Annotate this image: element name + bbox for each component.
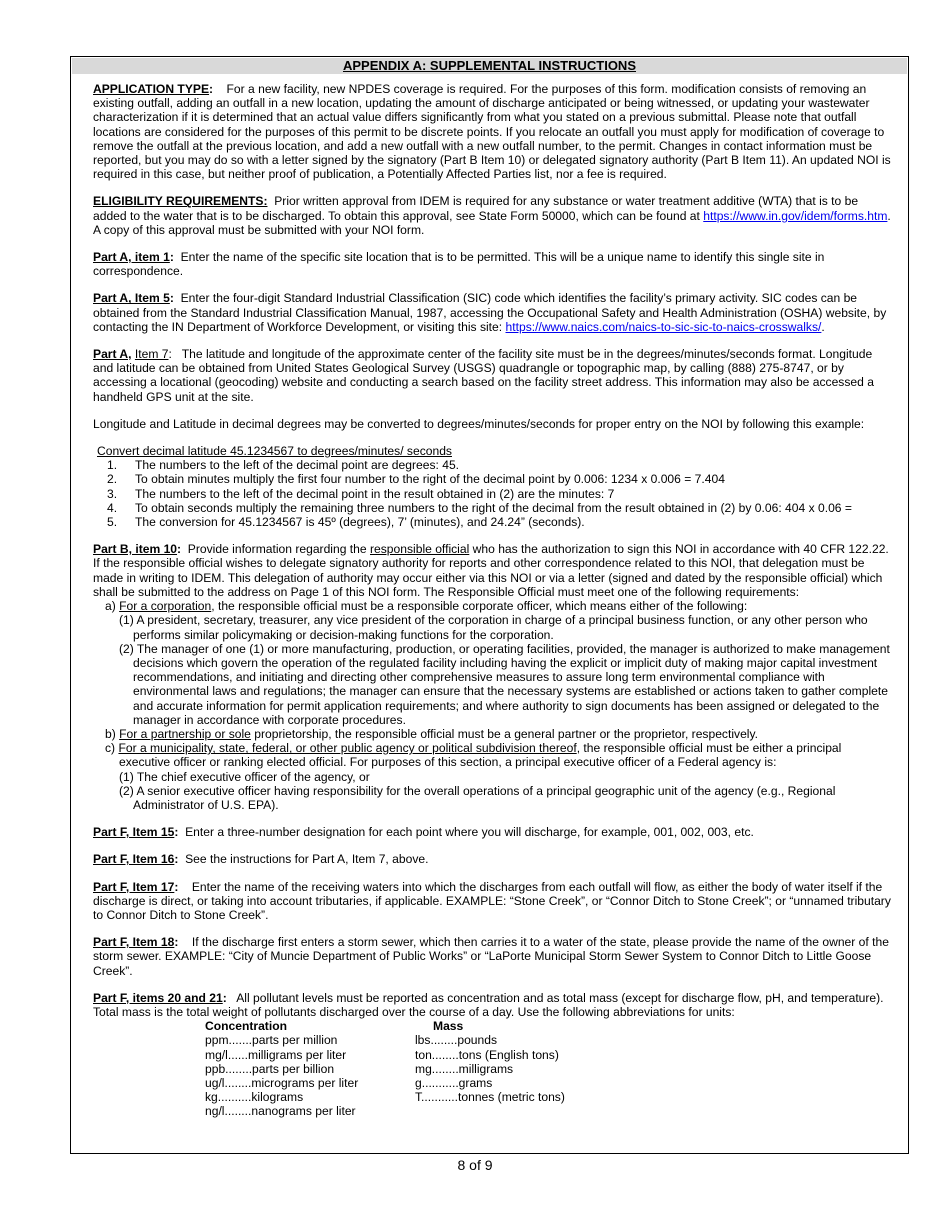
corporation-item-2: (2) The manager of one (1) or more manufacturing, production, or operating facilities, provided, the manager is authorized to make management decisions which govern the operation of the regulated facility including having the explicit or implicit duty of making major capital investment recommendations, and initiating and directing other comprehensive measures to assure long term environmental compliance with environmental laws and regulations; the manager can ensure that the necessary systems are established or actions taken to gather complete and accurate information for permit application requirements; and where authority to sign documents has been assigned or delegated to the manager in accordance with corporate procedures. — [119, 641, 890, 727]
conversion-step: 5. The conversion for 45.1234567 is 45º (degrees), 7’ (minutes), and 24.24” (seconds). — [107, 515, 585, 530]
mass-unit: ton........tons (English tons) — [415, 1047, 559, 1062]
concentration-unit: mg/l......milligrams per liter — [205, 1047, 347, 1062]
mass-header: Mass — [433, 1019, 464, 1034]
conversion-steps — [93, 458, 893, 529]
application-type-text: For a new facility, new NPDES coverage is required. For the purposes of this form. modification consists of removing an existing outfall, adding an outfall in a new location, updating the amount of discharge anticipated or being witnessed, or updating your wastewater characterization if it is determined that an actual value differs significantly from what you stated on a previous submittal. Please note that outfall locations are considered for the purposes of this permit to be discrete points. If you relocate an outfall you must apply for modification of coverage to remove the outfall at the previous location, and add a new outfall with a new outfall number, to the permit. Changes in contact information must be reported, but you may do so with a letter signed by the signatory (Part B Item 10) or delegated signatory authority (Part B Item 11). An updated NOI is required in this case, but neither proof of publication, a Potentially Affected Parties list, nor a fee is required. — [93, 82, 891, 182]
concentration-unit: ppb........parts per billion — [205, 1061, 335, 1076]
part-f-item-15-heading: Part F, Item 15 — [93, 825, 175, 840]
part-a-item-7-section: Part A, Item 7: The latitude and longitude of the approximate center of the facility site must be in the degrees/minutes/seconds format. Longitude and latitude can be obtained from United States Geological Survey (USGS) quadrangle or topographic map, by calling (888) 275-8747, or by accessing a locational (geocoding) website and conducting a search based on the facility street address. This information may also be accessed a handheld GPS unit at the site. — [93, 347, 874, 404]
part-a-item-5-section: Part A, Item 5: Enter the four-digit Standard Industrial Classification (SIC) code which identifies the facility’s primary activity. SIC codes can be obtained from the Standard Industrial Classification Manual, 1987, accessing the Occupational Safety and Health Administration (OSHA) website, by contacting the IN Department of Workforce Development, or visiting this site: https://www.naics.com/naics-to-sic-sic-to-naics-crosswalks/. — [93, 291, 887, 334]
part-a-item-1-section: Part A, item 1: Enter the name of the specific site location that is to be permitted. This will be a unique name to identify this single site in correspondence. — [93, 250, 825, 279]
naics-link[interactable]: https://www.naics.com/naics-to-sic-sic-to-naics-crosswalks/ — [505, 319, 822, 334]
conversion-step: 1. The numbers to the left of the decimal point are degrees: 45. — [107, 458, 460, 473]
corporation-item-1: (1) A president, secretary, treasurer, any vice president of the corporation in charge of a principal business function, or any other person who performs similar policymaking or decision-making functions for the corporation. — [119, 613, 868, 642]
eligibility-heading: ELIGIBILITY REQUIREMENTS: — [93, 194, 268, 209]
appendix-title: APPENDIX A: SUPPLEMENTAL INSTRUCTIONS — [342, 58, 636, 73]
part-f-item-16-section: Part F, Item 16: See the instructions for Part A, Item 7, above. — [93, 852, 429, 867]
conversion-step: 2. To obtain minutes multiply the first four number to the right of the decimal point by 0.006: 1234 x 0.006 = 7.404 — [107, 472, 725, 487]
eligibility-text-2: . A copy of this approval must be submitted with your NOI form. — [93, 208, 891, 237]
part-f-item-18-section: Part F, Item 18: If the discharge first enters a storm sewer, which then carries it to a water of the state, please provide the name of the owner of the storm sewer. EXAMPLE: “City of Muncie Department of Public Works” or “LaPorte Municipal Storm Sewer System to Connor Ditch to Little Goose Creek”. — [93, 935, 889, 978]
responsible-official-term: responsible official — [370, 542, 470, 557]
concentration-unit: ug/l........micrograms per liter — [205, 1075, 359, 1090]
mass-unit — [415, 1104, 615, 1118]
appendix-content — [93, 82, 893, 1119]
part-f-items-20-21-section: Part F, items 20 and 21: All pollutant levels must be reported as concentration and as total mass (except for discharge flow, pH, and temperature). Total mass is the total weight of pollutants discharged over the course of a day. Use the following abbreviations for units: — [93, 990, 884, 1019]
eligibility-section — [93, 194, 893, 237]
conversion-step: 4. To obtain seconds multiply the remaining three numbers to the right of the decimal from the result obtained in (2) by 0.06: 404 x 0.06 = — [107, 500, 852, 515]
application-type-section: APPLICATION TYPE: For a new facility, new NPDES coverage is required. For the purposes of this form. modification consists of removing an existing outfall, adding an outfall in a new location, updating the amount of discharge anticipated or being witnessed, or updating your wastewater characterization if it is determined that an actual value differs significantly from what you stated on a previous submittal. Please note that outfall locations are considered for the purposes of this permit to be discrete points. If you relocate an outfall you must apply for modification of coverage to remove the outfall at the previous location, and add a new outfall with a new outfall number, to the permit. Changes in contact information must be reported, but you may do so with a letter signed by the signatory (Part B Item 10) or delegated signatory authority (Part B Item 11). An updated NOI is required in this case, but neither proof of publication, a Potentially Affected Parties list, nor a fee is required. — [93, 82, 891, 182]
part-a-item-5-text: Enter the four-digit Standard Industrial Classification (SIC) code which identifies the facility’s primary activity. SIC codes can be obtained from the Standard Industrial Classification Manual, 1987, accessing the Occupational Safety and Health Administration (OSHA) website, by contacting the IN Department of Workforce Development, or visiting this site: — [93, 291, 887, 334]
part-f-items-20-21-text: All pollutant levels must be reported as concentration and as total mass (except for discharge flow, pH, and temperature). Total mass is the total weight of pollutants discharged over the course of a day. Use the following abbreviations for units: — [93, 990, 884, 1019]
part-f-item-15-section: Part F, Item 15: Enter a three-number designation for each point where you will discharge, for example, 001, 002, 003, etc. — [93, 825, 754, 840]
part-f-item-17-text: Enter the name of the receiving waters into which the discharges from each outfall will flow, as either the body of water itself if the discharge is direct, or taking into account tributaries, if applicable. EXAMPLE: “Stone Creek”, or “Connor Ditch to Stone Creek”; or “unnamed tributary to Connor Ditch to Stone Creek”. — [93, 879, 891, 922]
part-a-item-1-text: Enter the name of the specific site location that is to be permitted. This will be a unique name to identify this single site in correspondence. — [93, 250, 825, 279]
appendix-frame — [70, 56, 909, 1154]
units-table — [205, 1019, 893, 1118]
part-b-item-10-heading: Part B, item 10 — [93, 542, 178, 557]
part-f-item-18-heading: Part F, Item 18 — [93, 935, 175, 950]
part-a-item-7-heading-rest: Item 7 — [134, 347, 169, 362]
part-f-item-18-text: If the discharge first enters a storm sewer, which then carries it to a water of the state, please provide the name of the owner of the storm sewer. EXAMPLE: “City of Muncie Department of Public Works” or “LaPorte Municipal Storm Sewer System to Connor Ditch to Little Goose Creek”. — [93, 935, 889, 978]
part-b-text-2: who has the authorization to sign this NOI in accordance with 40 CFR 122.22. If the responsible official wishes to delegate signatory authority for reports and other correspondence related to this NOI, that delegation must be made in writing to IDEM. This delegation of authority may occur either via this NOI or via a letter (signed and dated by the responsible official) which shall be submitted to the address on Page 1 of this NOI form. The Responsible Official must meet one of the following requirements: — [93, 542, 889, 599]
part-f-item-16-text: See the instructions for Part A, Item 7, above. — [185, 852, 429, 867]
corporation-item: a) For a corporation, the responsible official must be a responsible corporate officer, which means either of the following: — [105, 599, 748, 614]
conversion-intro: Longitude and Latitude in decimal degrees may be converted to degrees/minutes/seconds for proper entry on the NOI by following this example: — [93, 416, 865, 431]
part-b-text: Provide information regarding the — [187, 542, 367, 557]
part-f-item-17-heading: Part F, Item 17 — [93, 879, 175, 894]
municipality-item-2: (2) A senior executive officer having responsibility for the overall operations of a principal geographic unit of the agency (e.g., Regional Administrator of U.S. EPA). — [119, 783, 836, 812]
concentration-header: Concentration — [205, 1019, 287, 1034]
conversion-step: 3. The numbers to the left of the decimal point in the result obtained in (2) are the minutes: 7 — [107, 486, 615, 501]
page-number: 8 of 9 — [457, 1157, 493, 1173]
conversion-example — [93, 444, 893, 529]
idem-forms-link[interactable]: https://www.in.gov/idem/forms.htm — [703, 208, 888, 223]
part-b-item-10-section: Part B, item 10: Provide information regarding the responsible official who has the authorization to sign this NOI in accordance with 40 CFR 122.22. If the responsible official wishes to delegate signatory authority for reports and other correspondence related to this NOI, that delegation must be made in writing to IDEM. This delegation of authority may occur either via this NOI or via a letter (signed and dated by the responsible official) which shall be submitted to the address on Page 1 of this NOI form. The Responsible Official must meet one of the following requirements: a) For a corporation, the responsible official must be a responsible corporate officer, which means either of the following: (1) A president, secretary, treasurer, any vice president of the corporation in charge of a principal business function, or any other person who performs similar policymaking or decision-making functions for the corporation. (2) The manager of one (1) or more manufacturing, production, or operating facilities, provided, the manager is authorized to make management decisions which govern the operation of the regulated facility including having the explicit or implicit duty of making major capital investment recommendations, and initiating and directing other comprehensive measures to assure long term environmental compliance with environmental laws and regulations; the manager can ensure that the necessary systems are established or actions taken to gather complete and accurate information for permit application requirements; and where authority to sign documents has been assigned or delegated to the manager in accordance with corporate procedures. b) For a partnership or sole proprietorship, the responsible official must be a general partner or the proprietor, respectively. c) For a municipality, state, federal, or other public agency or political subdivision thereof, the responsible official must be either a principal executive officer or ranking elected official. For purposes of this section, a principal executive officer of a Federal agency is: (1) The chief executive officer of the agency, or (2) A senior executive officer having responsibility for the overall operations of a principal geographic unit of the agency (e.g., Regional Administrator of U.S. EPA). — [93, 542, 893, 812]
part-a-item-7-heading-bold: Part A, — [93, 347, 132, 362]
municipality-item-1: (1) The chief executive officer of the agency, or — [119, 769, 370, 784]
mass-unit: T...........tonnes (metric tons) — [415, 1090, 565, 1105]
part-f-item-16-heading: Part F, Item 16 — [93, 852, 175, 867]
part-a-item-5-heading: Part A, Item 5 — [93, 291, 170, 306]
mass-unit: mg........milligrams — [415, 1061, 514, 1076]
concentration-unit: ng/l........nanograms per liter — [205, 1104, 356, 1119]
eligibility-text: Prior written approval from IDEM is required for any substance or water treatment additive (WTA) that is to be added to the water that is to be discharged. To obtain this approval, see State Form 50000, which can be found at — [93, 194, 859, 223]
part-a-item-1-heading: Part A, item 1 — [93, 250, 170, 265]
part-f-item-15-text: Enter a three-number designation for each point where you will discharge, for example, 001, 002, 003, etc. — [185, 825, 754, 840]
partnership-item: b) For a partnership or sole proprietorship, the responsible official must be a general partner or the proprietor, respectively. — [105, 726, 758, 741]
application-type-heading: APPLICATION TYPE — [93, 82, 210, 96]
part-f-item-17-section: Part F, Item 17: Enter the name of the receiving waters into which the discharges from each outfall will flow, as either the body of water itself if the discharge is direct, or taking into account tributaries, if applicable. EXAMPLE: “Stone Creek”, or “Connor Ditch to Stone Creek”; or “unnamed tributary to Connor Ditch to Stone Creek”. — [93, 879, 891, 922]
part-f-items-20-21-heading: Part F, items 20 and 21 — [93, 990, 223, 1005]
appendix-title-bar — [72, 58, 907, 74]
conversion-heading: Convert decimal latitude 45.1234567 to degrees/minutes/ seconds — [97, 444, 452, 459]
mass-unit: lbs........pounds — [415, 1033, 498, 1048]
municipality-item: c) For a municipality, state, federal, or other public agency or political subdivision thereof, the responsible official must be either a principal executive officer or ranking elected official. For purposes of this section, a principal executive officer of a Federal agency is: — [105, 741, 842, 770]
part-a-item-7-text: The latitude and longitude of the approximate center of the facility site must be in the degrees/minutes/seconds format. Longitude and latitude can be obtained from United States Geological Survey (USGS) quadrangle or topographic map, by calling (888) 275-8747, or by accessing a locational (geocoding) website and conducting a search based on the facility street address. This information may also be accessed a handheld GPS unit at the site. — [93, 347, 874, 404]
concentration-unit: kg..........kilograms — [205, 1090, 304, 1105]
mass-unit: g...........grams — [415, 1075, 493, 1090]
concentration-unit: ppm.......parts per million — [205, 1033, 338, 1048]
